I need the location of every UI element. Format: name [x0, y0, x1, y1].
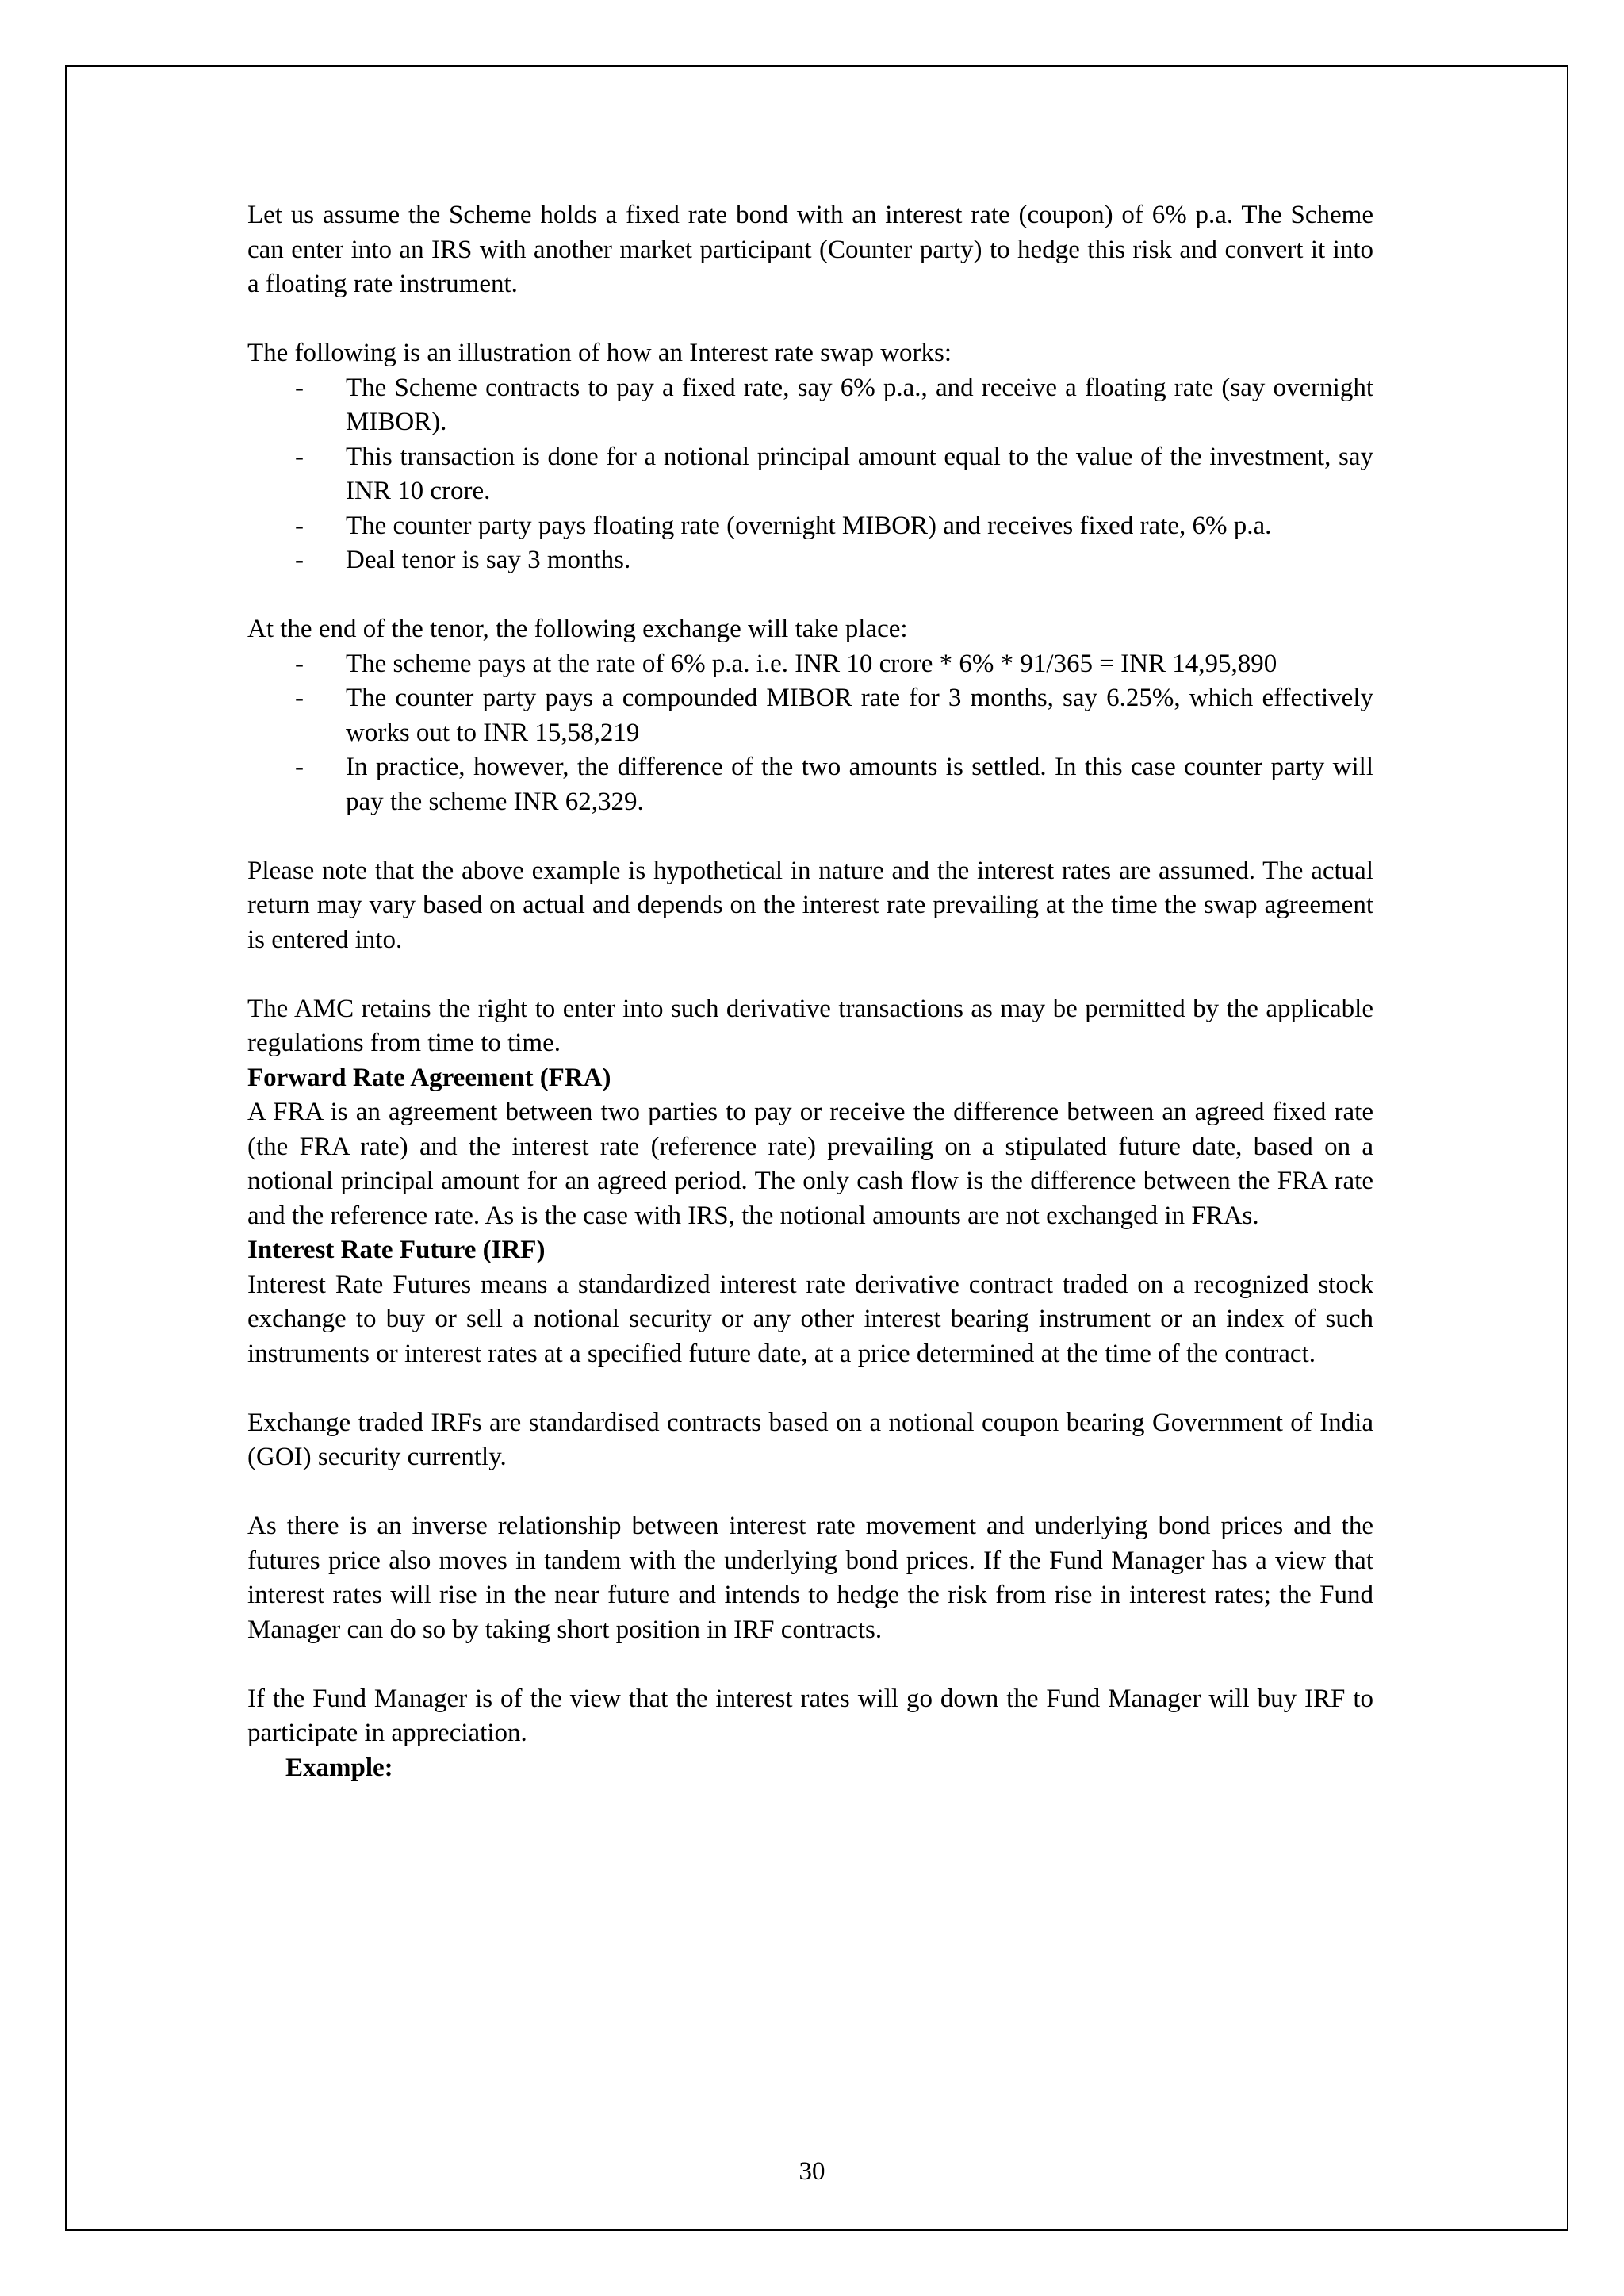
- dash-bullet: -: [295, 684, 304, 712]
- list-item: - The scheme pays at the rate of 6% p.a. i.e. INR 10 crore * 6% * 91/365 = INR 14,95,890: [247, 647, 1373, 682]
- list-item: - Deal tenor is say 3 months.: [247, 543, 1373, 578]
- dash-bullet: -: [295, 373, 304, 402]
- dash-bullet: -: [295, 442, 304, 471]
- amc-rights-paragraph: The AMC retains the right to enter into such derivative transactions as may be permitted by the applicable regulations from time to time.: [247, 994, 1373, 1057]
- fra-heading: Forward Rate Agreement (FRA): [247, 1063, 611, 1092]
- swap-illustration-lead: The following is an illustration of how an Interest rate swap works:: [247, 339, 952, 367]
- irf-heading: Interest Rate Future (IRF): [247, 1236, 546, 1264]
- dash-bullet: -: [295, 753, 304, 781]
- dash-bullet: -: [295, 546, 304, 574]
- intro-paragraph: Let us assume the Scheme holds a fixed rate bond with an interest rate (coupon) of 6% p.a. The Scheme can enter into an IRS with another market participant (Counter party) to hedge this risk and convert it into a floating rate instrument.: [247, 201, 1373, 298]
- list-item: - The counter party pays floating rate (overnight MIBOR) and receives fixed rate, 6% p.a.: [247, 509, 1373, 544]
- irf-exchange-traded: Exchange traded IRFs are standardised contracts based on a notional coupon bearing Government of India (GOI) security currently.: [247, 1408, 1373, 1471]
- irf-rates-go-down: If the Fund Manager is of the view that the interest rates will go down the Fund Manager will buy IRF to participate in appreciation.: [247, 1684, 1373, 1747]
- list-item: - The counter party pays a compounded MIBOR rate for 3 months, say 6.25%, which effectively works out to INR 15,58,219: [247, 681, 1373, 750]
- page-number: 30: [799, 2157, 825, 2186]
- dash-bullet: -: [295, 649, 304, 678]
- hypothetical-note: Please note that the above example is hypothetical in nature and the interest rates are assumed. The actual return may vary based on actual and depends on the interest rate prevailing at the time the swap agreement is entered into.: [247, 856, 1373, 954]
- dash-bullet: -: [295, 511, 304, 540]
- irf-inverse-relationship: As there is an inverse relationship between interest rate movement and underlying bond prices and the futures price also moves in tandem with the underlying bond prices. If the Fund Manager has a view that interest rates will rise in the near future and intends to hedge the risk from rise in interest rates; the Fund Manager can do so by taking short position in IRF contracts.: [247, 1512, 1373, 1644]
- exchange-lead: At the end of the tenor, the following exchange will take place:: [247, 615, 908, 643]
- example-heading: Example:: [285, 1753, 393, 1782]
- fra-body: A FRA is an agreement between two parties to pay or receive the difference between an agreed fixed rate (the FRA rate) and the interest rate (reference rate) prevailing on a stipulated future date, based on a notional principal amount for an agreed period. The only cash flow is the difference between the FRA rate and the reference rate. As is the case with IRS, the notional amounts are not exchanged in FRAs.: [247, 1098, 1373, 1230]
- list-item: - In practice, however, the difference of the two amounts is settled. In this case counter party will pay the scheme INR 62,329.: [247, 750, 1373, 819]
- list-item: - This transaction is done for a notional principal amount equal to the value of the investment, say INR 10 crore.: [247, 440, 1373, 509]
- irf-body: Interest Rate Futures means a standardized interest rate derivative contract traded on a recognized stock exchange to buy or sell a notional security or any other interest bearing instrument or an index of such instruments or interest rates at a specified future date, at a price determined at the time of the contract.: [247, 1270, 1373, 1368]
- document-body: [247, 198, 1373, 1785]
- swap-illustration-list: [247, 371, 1373, 578]
- list-item: - The Scheme contracts to pay a fixed rate, say 6% p.a., and receive a floating rate (say overnight MIBOR).: [247, 371, 1373, 440]
- exchange-list: [247, 647, 1373, 820]
